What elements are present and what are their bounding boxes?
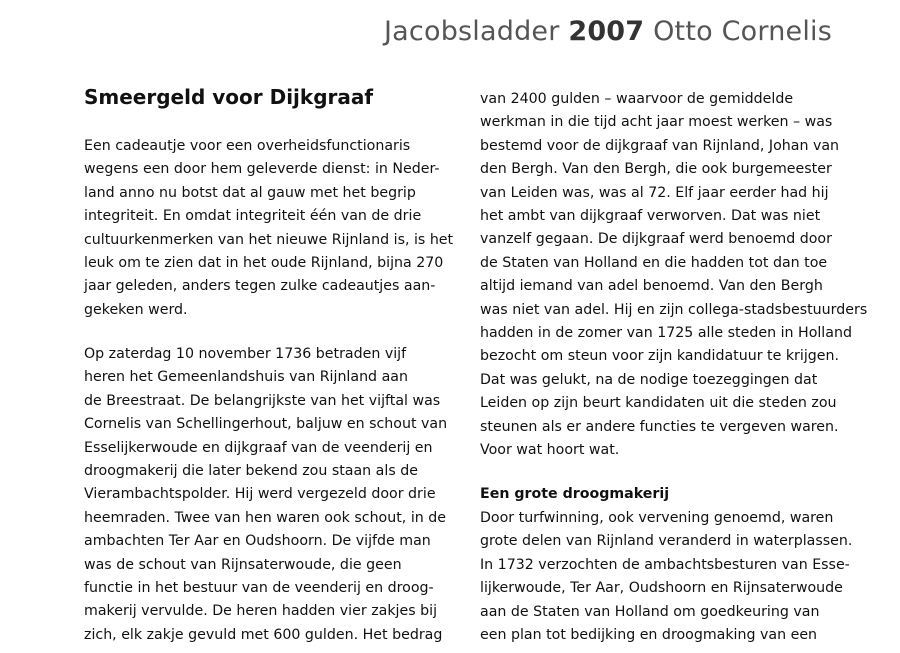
body-line: Leiden op zijn beurt kandidaten uit die steden zou	[480, 395, 837, 412]
article-title: Smeergeld voor Dijkgraaf	[84, 85, 374, 109]
body-line: Op zaterdag 10 november 1736 betraden vijf	[84, 346, 407, 362]
body-line: jaar geleden, anders tegen zulke cadeautjes aan-	[84, 278, 436, 295]
body-line: de Staten van Holland en die hadden tot dan toe	[480, 254, 828, 271]
body-line: leuk om te zien dat in het oude Rijnland, bijna 270	[84, 255, 444, 271]
body-line: zich, elk zakje gevuld met 600 gulden. Het bedrag	[84, 626, 443, 643]
body-line: heren het Gemeenlandshuis van Rijnland aan	[84, 369, 408, 386]
body-line: Voor wat hoort wat.	[480, 442, 620, 458]
body-line: Vierambachtspolder. Hij werd vergezeld door drie	[84, 486, 436, 503]
header-year: 2007	[568, 16, 645, 47]
body-line: vanzelf gegaan. De dijkgraaf werd benoemd door	[480, 231, 832, 248]
body-line: van Leiden was, was al 72. Elf jaar eerder had hij	[480, 184, 829, 201]
body-line: bezocht om steun voor zijn kandidatuur te krijgen.	[480, 348, 840, 365]
body-line: Dat was gelukt, na de nodige toezeggingen dat	[480, 371, 818, 388]
header-series-title: Jacobsladder	[384, 16, 560, 47]
body-line: gekeken werd.	[84, 301, 188, 318]
body-line: steunen als er andere functies te vergeven waren.	[480, 418, 839, 435]
body-line: makerij vervulde. De heren hadden vier zakjes bij	[84, 603, 438, 620]
body-line: Door turfwinning, ook vervening genoemd, waren	[480, 510, 834, 526]
body-line: was niet van adel. Hij en zijn collega-stadsbestuurders	[480, 301, 868, 318]
body-line: hadden in de zomer van 1725 alle steden in Holland	[480, 325, 852, 341]
body-line: het ambt van dijkgraaf verworven. Dat was niet	[480, 208, 821, 224]
body-line: een plan tot bedijking en droogmaking van een	[480, 627, 818, 643]
section-subheading: Een grote droogmakerij	[480, 486, 670, 502]
body-line: integriteit. En omdat integriteit één van de drie	[84, 208, 422, 225]
body-line: werkman in die tijd acht jaar moest werken – was	[480, 114, 833, 131]
body-line: de Breestraat. De belangrijkste van het vijftal was	[84, 392, 441, 409]
body-line: In 1732 verzochten de ambachtsbesturen van Esse-	[480, 556, 850, 573]
body-line: altijd iemand van adel benoemd. Van den Bergh	[480, 278, 823, 295]
body-line: land anno nu botst dat al gauw met het begrip	[84, 184, 416, 201]
body-line: droogmakerij die later bekend zou staan als de	[84, 463, 418, 479]
body-line: ambachten Ter Aar en Oudshoorn. De vijfde man	[84, 533, 431, 550]
body-line: aan de Staten van Holland om goedkeuring van	[480, 603, 820, 620]
body-line: bestemd voor de dijkgraaf van Rijnland, Johan van	[480, 137, 840, 154]
body-line: lijkerwoude, Ter Aar, Oudshoorn en Rijnsaterwoude	[480, 580, 843, 597]
body-line: wegens een door hem geleverde dienst: in Neder-	[84, 161, 440, 178]
body-line: Een cadeautje voor een overheidsfunctionaris	[84, 138, 411, 154]
body-line: functie in het bestuur van de veenderij en droog-	[84, 580, 434, 596]
page-header	[384, 16, 832, 47]
body-line: van 2400 gulden – waarvoor de gemiddelde	[480, 91, 794, 107]
body-line: heemraden. Twee van hen waren ook schout, in de	[84, 509, 446, 526]
body-line: was de schout van Rijnsaterwoude, die geen	[84, 556, 402, 573]
body-line: cultuurkenmerken van het nieuwe Rijnland is, is het	[84, 231, 454, 248]
body-line: Esselijkerwoude en dijkgraaf van de veenderij en	[84, 439, 433, 456]
body-line: den Bergh. Van den Bergh, die ook burgemeester	[480, 161, 832, 178]
body-line: Cornelis van Schellingerhout, baljuw en schout van	[84, 416, 448, 433]
body-line: grote delen van Rijnland veranderd in waterplassen.	[480, 533, 853, 550]
header-author: Otto Cornelis	[653, 16, 832, 47]
